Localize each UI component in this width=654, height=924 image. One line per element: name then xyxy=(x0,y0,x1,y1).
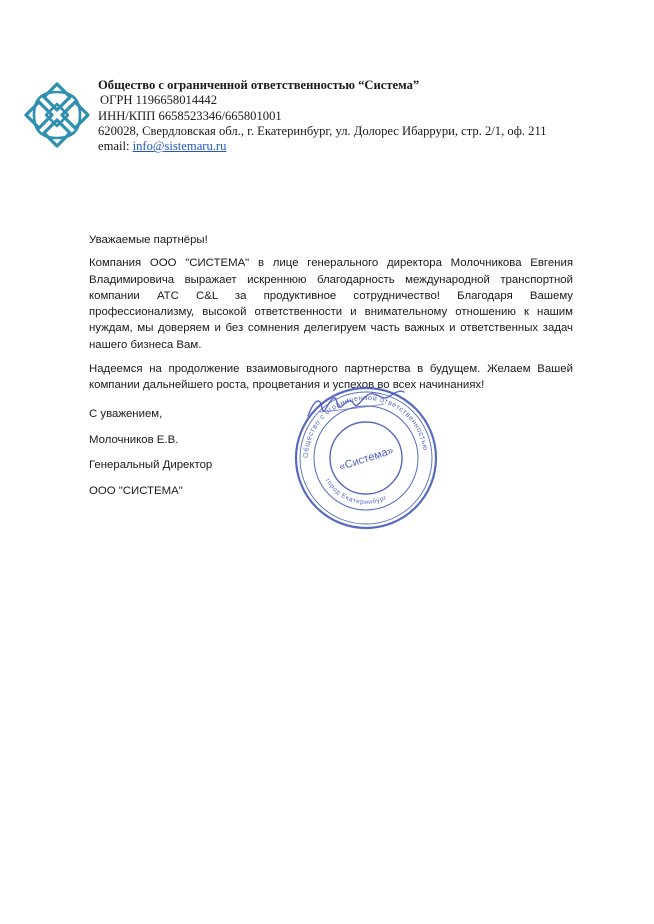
signer-title: Генеральный Директор xyxy=(89,459,213,472)
greeting: Уважаемые партнёры! xyxy=(89,234,208,246)
signer-name: Молочников Е.В. xyxy=(89,433,179,446)
email-line xyxy=(98,139,638,154)
stamp-city-text: город Екатеринбург xyxy=(323,477,389,507)
interlocking-rings-logo-icon xyxy=(22,80,92,150)
company-name: Общество с ограниченной ответственностью “Система” xyxy=(98,78,420,92)
paragraph-gratitude: Компания ООО "СИСТЕМА" в лице генерального директора Молочникова Евгения Владимировича выражает искреннюю благодарность международной транспортной компании АТС C&L за продуктивное сотрудничество! Благодаря Вашему профессионализму, высокой ответственности и внимательному отношению к нашим нуждам, мы доверяем и без сомнения делегируем часть важных и ответственных задач нашего бизнеса Вам. xyxy=(89,257,573,351)
letter-body xyxy=(89,232,573,394)
stamp-ring-text: Общество с ограниченной ответственностью xyxy=(300,392,431,459)
letterhead xyxy=(22,78,642,188)
signer-company: ООО "СИСТЕМА" xyxy=(89,484,183,497)
email-link[interactable]: info@sistemaru.ru xyxy=(132,139,227,154)
closing: С уважением, xyxy=(89,408,163,420)
paragraph-wishes: Надеемся на продолжение взаимовыгодного партнерства в будущем. Желаем Вашей компании дальнейшего роста, процветания и успехов во всех начинаниях! xyxy=(89,363,573,392)
email-label: email: xyxy=(98,139,133,154)
inn-kpp: ИНН/КПП 6658523346/665801001 xyxy=(98,108,282,123)
company-details xyxy=(98,78,638,154)
address: 620028, Свердловская обл., г. Екатеринбург, ул. Долорес Ибаррури, стр. 2/1, оф. 211 xyxy=(98,123,547,138)
stamp-center-text: «Система» xyxy=(337,444,396,474)
ogrn: ОГРН 1196658014442 xyxy=(100,93,218,108)
handwritten-signature-icon xyxy=(300,382,410,432)
